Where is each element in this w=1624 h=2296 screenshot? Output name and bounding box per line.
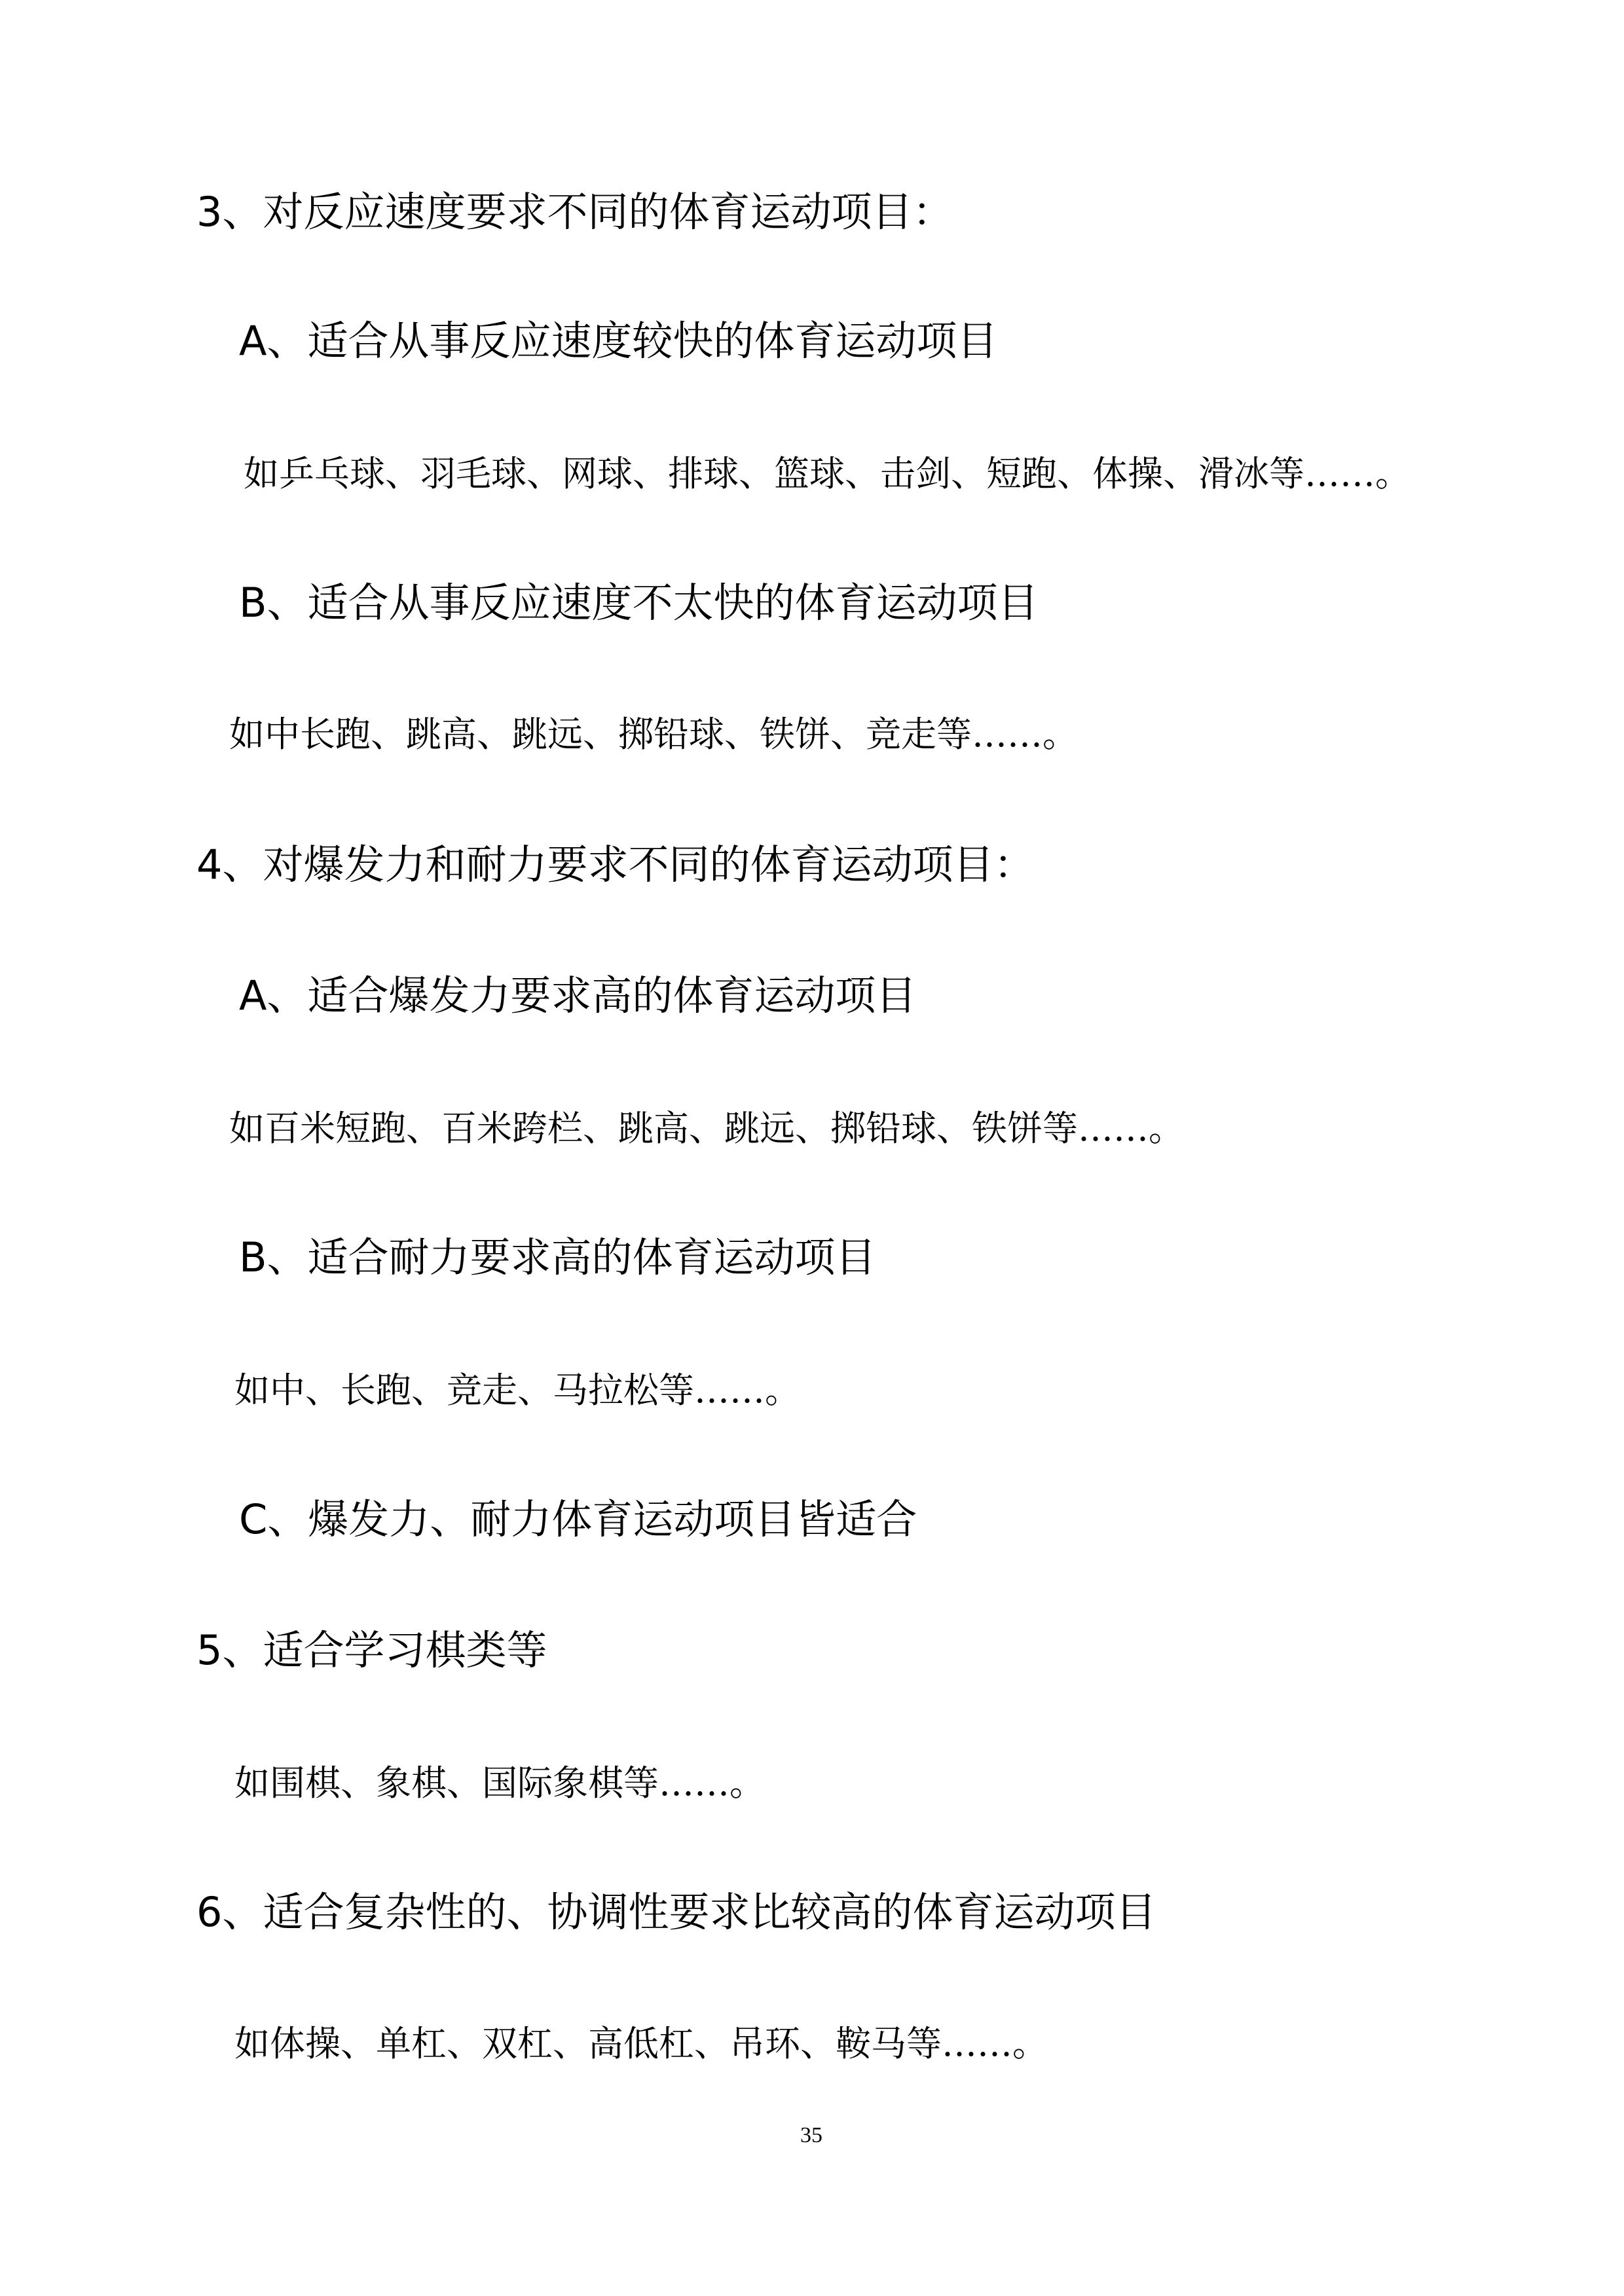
section-4b-heading: B、适合耐力要求高的体育运动项目	[239, 1233, 876, 1281]
section-4c-heading: C、爆发力、耐力体育运动项目皆适合	[239, 1495, 917, 1543]
section-5-examples: 如围棋、象棋、国际象棋等……。	[234, 1762, 765, 1804]
section-4a-heading: A、适合爆发力要求高的体育运动项目	[239, 972, 917, 1019]
section-3b-examples: 如中长跑、跳高、跳远、掷铅球、铁饼、竞走等……。	[229, 714, 1078, 755]
section-4a-examples: 如百米短跑、百米跨栏、跳高、跳远、掷铅球、铁饼等……。	[229, 1108, 1184, 1149]
section-3a-heading: A、适合从事反应速度较快的体育运动项目	[239, 317, 998, 365]
section-3a-examples: 如乒乓球、羽毛球、网球、排球、篮球、击剑、短跑、体操、滑冰等……。	[244, 453, 1411, 494]
page-number: 35	[800, 2123, 822, 2147]
section-4b-examples: 如中、长跑、竞走、马拉松等……。	[234, 1370, 800, 1411]
section-5-heading: 5、适合学习棋类等	[196, 1626, 547, 1674]
section-3b-heading: B、适合从事反应速度不太快的体育运动项目	[239, 579, 1039, 627]
section-6-heading: 6、适合复杂性的、协调性要求比较高的体育运动项目	[196, 1888, 1156, 1936]
section-3-heading: 3、对反应速度要求不同的体育运动项目：	[196, 188, 953, 236]
section-6-examples: 如体操、单杠、双杠、高低杠、吊环、鞍马等……。	[234, 2023, 1048, 2064]
section-4-heading: 4、对爆发力和耐力要求不同的体育运动项目：	[196, 841, 1035, 888]
